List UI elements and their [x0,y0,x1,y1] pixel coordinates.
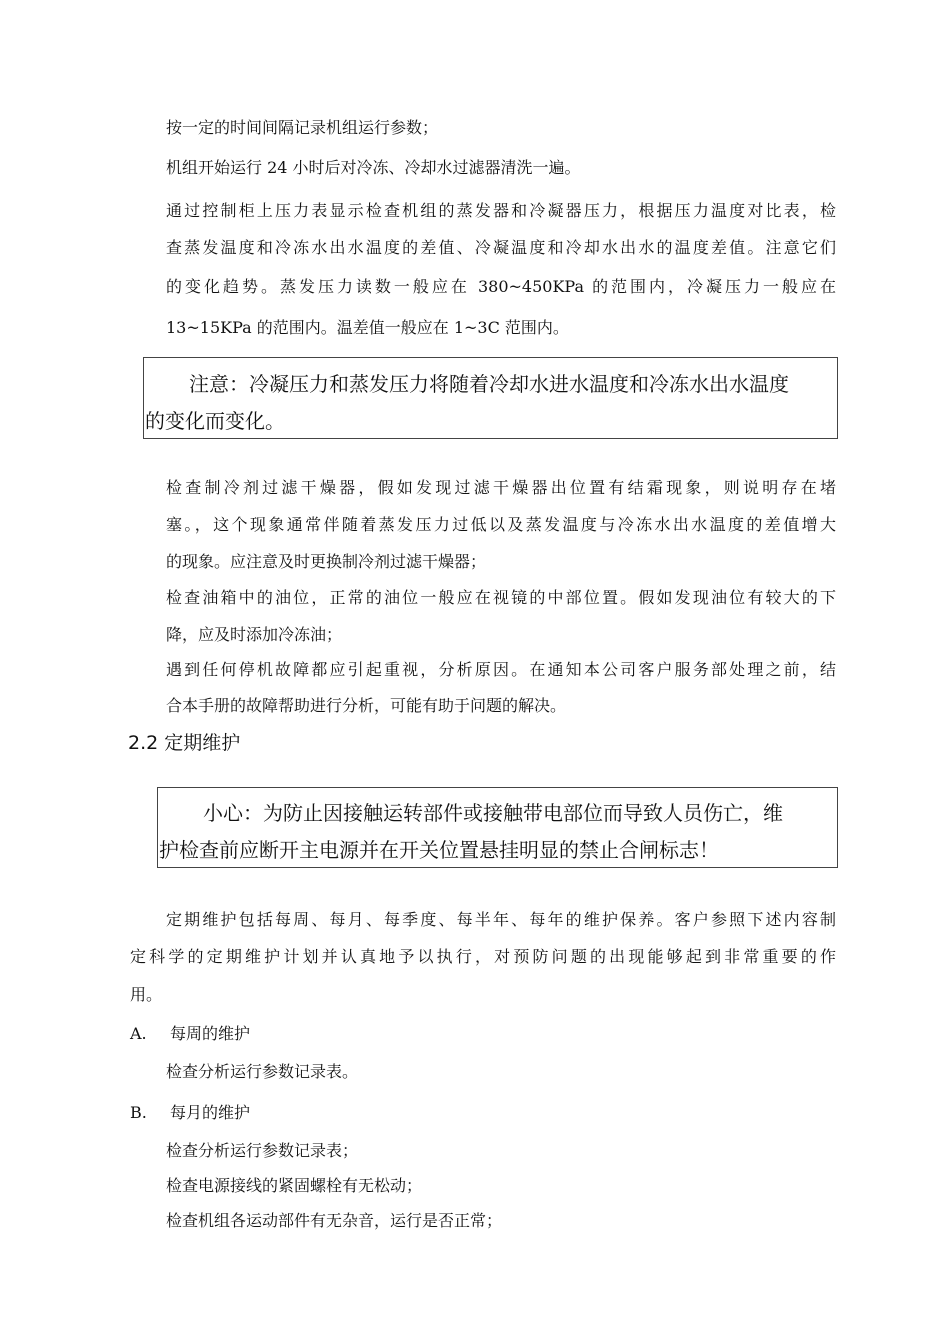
line-pressure-check-3: 的变化趋势。蒸发压力读数一般应在 380~450KPa 的范围内，冷凝压力一般应在 [166,277,836,296]
line-dryer-check-1: 检查制冷剂过滤干燥器，假如发现过滤干燥器出位置有结霜现象，则说明存在堵 [166,478,836,497]
line-fault-1: 遇到任何停机故障都应引起重视，分析原因。在通知本公司客户服务部处理之前，结 [166,660,836,679]
note-line-2: 的变化而变化。 [145,409,285,433]
line-periodic-2: 定科学的定期维护计划并认真地予以执行，对预防问题的出现能够起到非常重要的作 [130,947,836,966]
monthly-item: 检查机组各运动部件有无杂音，运行是否正常； [166,1211,503,1230]
section-heading: 2.2 定期维护 [128,732,241,754]
monthly-label: B. [130,1103,147,1122]
line-record-params: 按一定的时间间隔记录机组运行参数； [166,118,439,137]
line-dryer-check-2: 塞。，这个现象通常伴随着蒸发压力过低以及蒸发温度与冷冻水出水温度的差值增大 [166,515,836,534]
caution-line-2: 护检查前应断开主电源并在开关位置悬挂明显的禁止合闸标志！ [159,838,719,862]
line-oil-check-1: 检查油箱中的油位，正常的油位一般应在视镜的中部位置。假如发现油位有较大的下 [166,588,836,607]
note-line-1: 注意：冷凝压力和蒸发压力将随着冷却水进水温度和冷冻水出水温度 [189,372,789,396]
line-filter-clean: 机组开始运行 24 小时后对冷冻、冷却水过滤器清洗一遍。 [166,158,581,177]
weekly-item: 检查分析运行参数记录表。 [166,1062,359,1081]
monthly-item: 检查分析运行参数记录表； [166,1141,359,1160]
caution-line-1: 小心：为防止因接触运转部件或接触带电部位而导致人员伤亡，维 [203,801,783,825]
line-pressure-check-4: 13~15KPa 的范围内。温差值一般应在 1~3C 范围内。 [166,318,569,337]
line-oil-check-2: 降，应及时添加冷冻油； [166,625,343,644]
line-pressure-check-2: 查蒸发温度和冷冻水出水温度的差值、冷凝温度和冷却水出水的温度差值。注意它们 [166,238,836,257]
line-periodic-3: 用。 [130,985,163,1004]
weekly-label: A. [130,1024,147,1043]
monthly-item: 检查电源接线的紧固螺栓有无松动； [166,1176,423,1195]
line-periodic-1: 定期维护包括每周、每月、每季度、每半年、每年的维护保养。客户参照下述内容制 [166,910,836,929]
note-box-pressure [143,357,838,439]
weekly-title: 每周的维护 [170,1024,251,1043]
line-pressure-check-1: 通过控制柜上压力表显示检查机组的蒸发器和冷凝器压力，根据压力温度对比表，检 [166,201,836,220]
caution-box [157,787,838,868]
line-dryer-check-3: 的现象。应注意及时更换制冷剂过滤干燥器； [166,552,487,571]
monthly-title: 每月的维护 [170,1103,251,1122]
line-fault-2: 合本手册的故障帮助进行分析，可能有助于问题的解决。 [166,696,567,715]
